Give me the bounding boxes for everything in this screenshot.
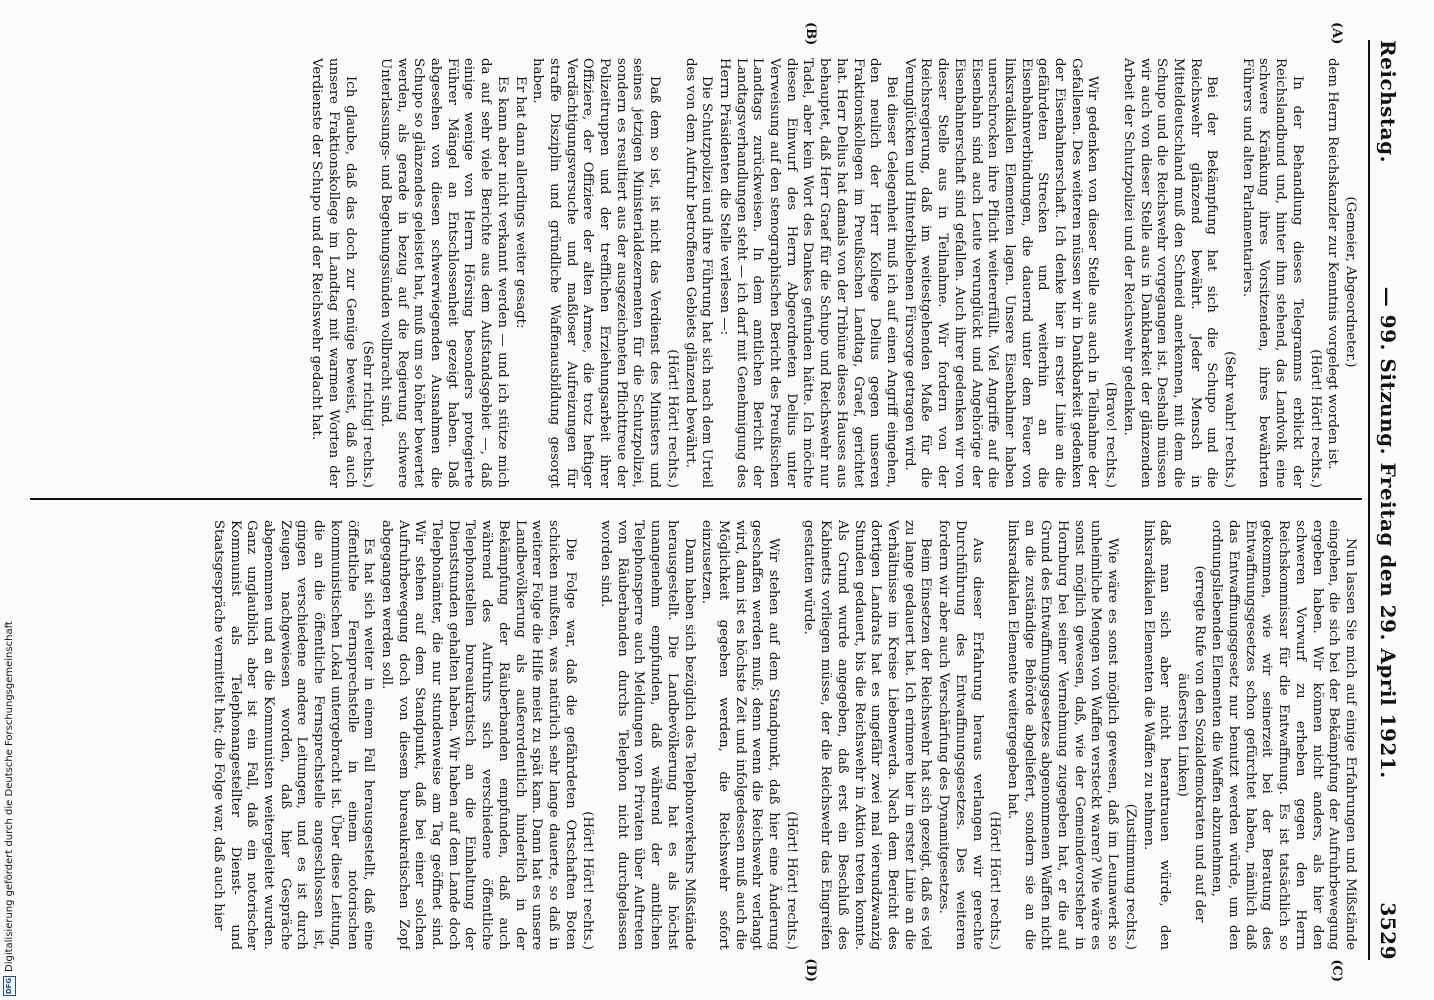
paragraph: Wir gedenken von dieser Stelle aus auch in Teilnahme der Gefallenen. Des weiteren müssen wir in Dankbarkeit gedenken der Eisenbahnerschaft. Ich denke hier in erster Linie an die gefährdeten Strecken und weiterhin an die Eisenbahnverbindungen, die dauernd unter dem Feuer von linksradikalen Elementen lagen. Unsere Eisenbahner haben unerschrocken ihre Pflicht weitererfüllt. Viel Angriffe auf die Eisenbahn sind auch Leute verunglückt und Angehörige der Eisenbahnerschaft sind gefallen. Auch ihrer gedenken wir von dieser Stelle aus in Teilnahme. Wir fordern von der Reichsregierung, daß im weitestgehenden Maße für die Verunglückten und Hinterbliebenen Fürsorge getragen wird. <box>901 58 1101 488</box>
interjection: (Hört! Hört! rechts.) <box>783 811 799 950</box>
margin-marker-c: (C) <box>1329 959 1344 982</box>
paragraph: Nun lassen Sie mich auf einige Erfahrungen und Mißstände eingehen, die sich bei der Bekämpfung der Aufruhrbewegung ergeben haben. Wir können nicht anders, als hier den schweren Vorwurf zu erheben gegen den Herrn Reichskommissar für die Entwaffnung. Es ist tatsächlich so gekommen, wie wir seinerzeit bei der Beratung des Entwaffnungsgesetzes schon gefürchtet haben, nämlich daß das Entwaffnungsgesetz nur benutzt werden würde, um den ordnungsliebenden Elementen die Waffen abzunehmen, <box>1209 520 1358 950</box>
paragraph: Wie wäre es sonst möglich gewesen, daß im Leunawerk so unheimliche Mengen von Waffen versteckt waren? Wie wäre es sonst möglich gewesen, daß, wie der Gemeindevorsteher in Hornburg bei seiner Vernehmung zugegeben hat, er die auf Grund des Entwaffnungsgesetzes abgenommenen Waffen nicht an die zuständige Behörde abgeliefert, sondern sie an die linksradikalen Elemente weitergegeben hat. <box>1004 520 1121 950</box>
paragraph: Bei dieser Gelegenheit muß ich auf einen Angriff eingehen, den neulich der Herr Kollege Delius gegen unseren Fraktionskollegen im Preußischen Landtag, Graef, gerichtet hat. Herr Delius hat damals von der Tribüne dieses Hauses aus behauptet, daß Herr Graef für die Schupo und Reichswehr nur Tadel, aber kein Wort des Dankes gefunden hätte. Ich möchte diesen Einwurf des Herrn Abgeordneten Delius unter Verweisung auf den stenographischen Bericht des Preußischen Landtags zurückweisen. In dem amtlichen Bericht der Landtagsverhandlungen steht — ich darf mit Genehmigung des Herrn Präsidenten die Stelle verlesen —: <box>716 58 900 488</box>
page-number: 3529 <box>1376 902 1400 960</box>
quoted-paragraph: Es kann aber nicht verkannt werden — und ich stütze mich da auf sehr viele Berichte aus dem Aufstandsgebiet —, daß einige wenige von Herrn Hörsing besonders protegierte Führer Mängel an Entschlossenheit gezeigt haben. Daß abgesehen von diesen schwerwiegenden Ausnahmen die Schupo so glänzendes geleistet hat, muß um so höher bewertet werden, als gerade in bezug auf die Regierung schwere Unterlassungs- und Begehungssünden vollbracht sind. <box>377 58 510 488</box>
left-column <box>30 58 1358 488</box>
paragraph: Es hat sich weiter in einem Fall herausgestellt, daß eine öffentliche Fernsprechstelle in einem notorischen kommunistischen Lokal untergebracht ist. Über diese Leitung, die an die öffentliche Fernsprechstelle angeschlossen ist, gingen verschiedene andere Leitungen, und es ist durch Zeugen nachgewiesen worden, daß hier Gespräche abgenommen und an die Kommunisten weitergeleitet wurden. Ganz unglaublich aber ist ein Fall, daß ein notorischer Kommunist als Telephonangestellter Dienst- und Staatsgespräche vermittelt hat; die Folge war, daß auch hier <box>210 520 377 950</box>
paragraph: Er hat dann allerdings weiter gesagt: <box>512 76 528 329</box>
interjection: (Hört! Hört! rechts.) <box>664 349 680 488</box>
interjection: (Hört! Hört! rechts.) <box>987 811 1003 950</box>
dfg-logo-icon: DFG <box>3 976 16 996</box>
interjection: (erregte Rufe von den Sozialdemokraten und auf der äußersten Linken) <box>1174 565 1207 923</box>
header-rule <box>1368 40 1370 960</box>
paragraph: Die Folge war, daß die gefährdeten Ortschaften Boten schicken mußten, was natürlich sehr lange dauerte, so daß in weiterer Folge die Hilfe meist zu spät kam. Dann hat es unsere Landbevölkerung als außerordentlich hinderlich in der Bekämpfung der Räuberbanden empfunden, daß auch während des Aufruhrs sich verschiedene öffentliche Telephonstellen bureaukratisch an die Einhaltung der Dienststunden gehalten haben. Wir haben auf dem Lande doch Telephonämter, die nur stundenweise am Tag geöffnet sind. Wir stehen auf dem Standpunkt, daß bei einer solchen Aufruhrbewegung doch von diesem bureaukratischen Zopf abgegangen werden soll. <box>378 520 578 950</box>
paragraph: Ich glaube, daß das doch zur Genüge beweist, daß auch unsere Fraktionskollege im Landtag mit warmen Worten der Verdienste der Schupo und der Reichswehr gedacht hat. <box>309 58 358 488</box>
interjection: (Hört! Hört! rechts.) <box>580 811 596 950</box>
interjection: (Hört! Hört! rechts.) <box>1307 349 1323 488</box>
paragraph: Dann haben sich bezüglich des Telephonverkehrs Mißstände herausgestellt. Die Landbevölkerung hat es als höchst unangenehm empfunden, daß während der amtlichen Telephonsperre auch Meldungen von Privaten über Auftreten von Räuberbanden durchs Telephon nicht durchgelassen worden sind. <box>598 520 697 950</box>
right-column <box>30 520 1358 950</box>
column-divider <box>30 498 1362 500</box>
speaker-label: (Gemeier, Abgeordneter.) <box>1343 196 1358 368</box>
header-title: Reichstag. <box>1376 40 1400 164</box>
paragraph: Beim Einsetzen der Reichswehr hat sich gezeigt, daß es viel zu lange gedauert hat. Ich erinnere hier in erster Linie an die Verhältnisse im Kreise Liebenwerda. Nach dem Bericht des dortigen Landrats hat es ungefähr zwei mal vierundzwanzig Stunden gedauert, bis die Reichswehr in Aktion treten konnte. Als Grund wurde angegeben, daß erst ein Beschluß des Kabinetts vorliegen müsse, der die Reichswehr das Eingreifen gestatten würde. <box>801 520 934 950</box>
margin-marker-a: (A) <box>1329 22 1344 45</box>
margin-marker-d: (D) <box>803 958 818 982</box>
interjection: (Sehr richtig! rechts.) <box>360 340 376 488</box>
header-session-date: — 99. Sitzung. Freitag den 29. April 1921. <box>1376 286 1400 779</box>
paragraph: Bei der Bekämpfung hat sich die Schupo und die Reichswehr glänzend bewährt. Jeder Mensch in Mitteldeutschland muß den Schneid anerkennen, mit dem die Schupo und die Reichswehr vorgegangen ist. Deshalb müssen wir auch von dieser Stelle aus in Dankbarkeit der glänzenden Arbeit der Schutzpolizei und der Reichswehr gedenken. <box>1120 58 1220 488</box>
paragraph: dem Herrn Reichskanzler zur Kenntnis vorgelegt worden ist. <box>1325 58 1341 470</box>
interjection: (Sehr wahr! rechts.) <box>1222 351 1238 488</box>
paragraph: Aus dieser Erfahrung heraus verlangen wir gerechte Durchführung des Entwaffnungsgesetzes. Des weiteren fordern wir aber auch Verschärfung des Dynamitgesetzes. <box>936 520 985 950</box>
paragraph: Wir stehen auf dem Standpunkt, daß hier eine Änderung geschaffen werden muß; denn wenn die Reichswehr verlangt wird, dann ist es höchste Zeit und infolgedessen muß auch die Möglichkeit gegeben werden, die Reichswehr sofort einzusetzen. <box>699 520 782 950</box>
paragraph: daß man sich aber nicht herantrauen würde, den linksradikalen Elementen die Waffen zu nehmen. <box>1140 520 1173 950</box>
watermark-text: Digitalisierung gefördert durch die Deutsche Forschungsgemeinschaft <box>3 621 15 972</box>
quoted-paragraph: Daß dem so ist, ist nicht das Verdienst des Ministers und seines jetzigen Ministerialdezernenten für die Schutzpolizei, sondern es resultiert aus der ausgezeichneten Pflichttreue der Polizeitruppen und der trefflichen Erziehungsarbeit ihrer Offiziere, der Offiziere der alten Armee, die trotz heftiger Verdächtigungsversuche und maßloser Aufreizungen für straffe Disziplin und gründliche Waffenausbildung gesorgt haben. <box>530 58 663 488</box>
margin-marker-b: (B) <box>803 22 818 46</box>
interjection: (Zustimmung rechts.) <box>1122 803 1138 950</box>
running-head <box>1376 40 1416 960</box>
interjection: (Bravo! rechts.) <box>1103 381 1119 488</box>
quoted-paragraph: Die Schutzpolizei und ihre Führung hat sich nach dem Urteil des von dem Aufruhr betroffenen Gebiets glänzend bewährt. <box>682 58 715 488</box>
paragraph: In der Behandlung dieses Telegramms erblickt der Reichslandbund und, hinter ihm stehend, das Landvolk eine schwere Kränkung ihres Vorsitzenden, ihres bewährten Führers und alten Parlamentariers. <box>1239 58 1305 488</box>
